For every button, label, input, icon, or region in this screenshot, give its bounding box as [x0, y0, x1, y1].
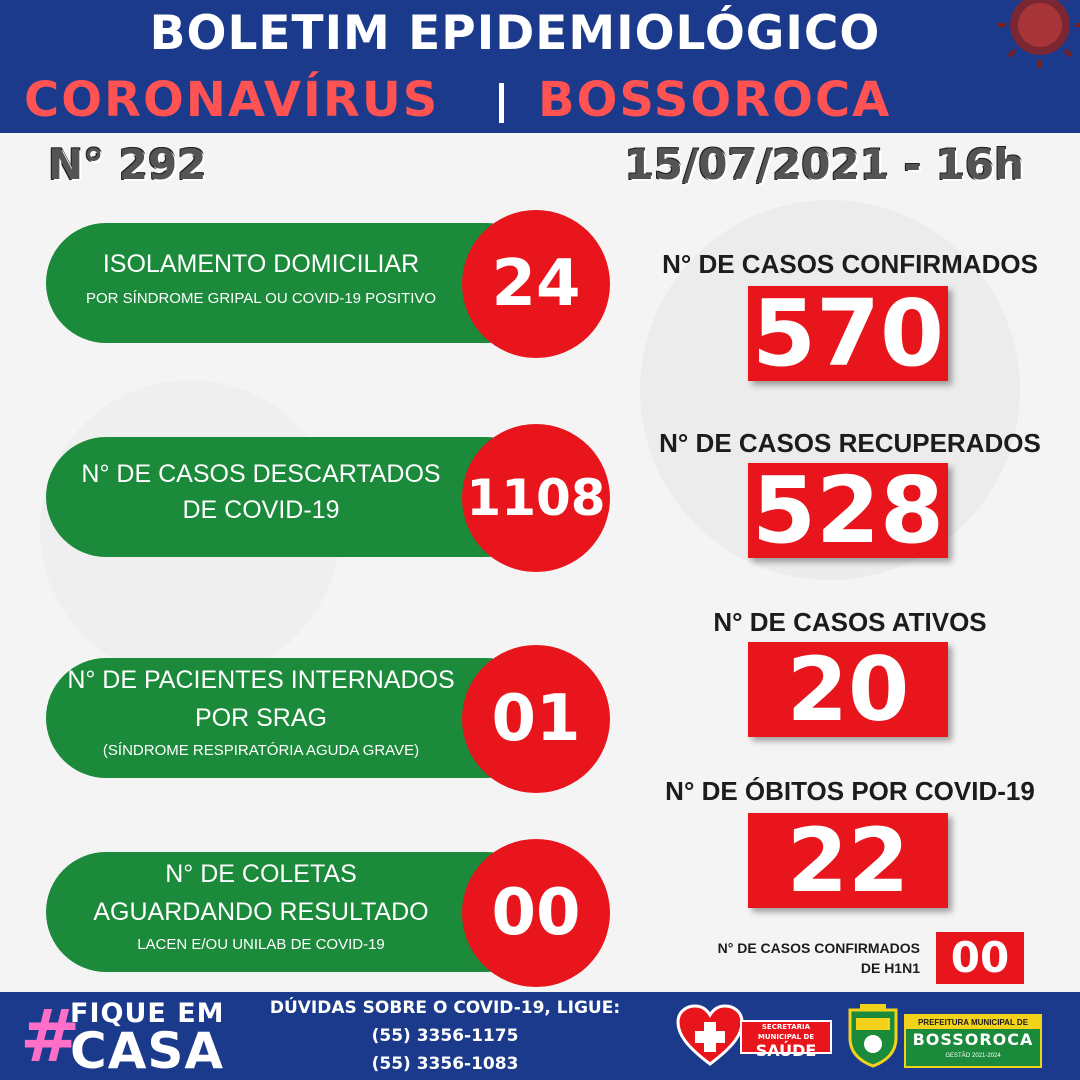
stat-pill-label: N° DE PACIENTES INTERNADOS	[67, 666, 455, 694]
stat-circle-coletas: 00	[462, 839, 610, 987]
footer-phone-1[interactable]: (55) 3356-1175	[371, 1026, 519, 1046]
saude-logo-top: SECRETARIA MUNICIPAL DE	[757, 1023, 815, 1041]
municipal-crest-icon	[846, 1004, 900, 1068]
header-subtitle-left: CORONAVÍRUS	[24, 72, 440, 128]
stat-label-ativos: N° DE CASOS ATIVOS	[713, 607, 987, 637]
stat-label-obitos: N° DE ÓBITOS POR COVID-19	[665, 776, 1035, 806]
prefeitura-logo	[904, 1014, 1042, 1068]
fique-em-text: FIQUE EM	[70, 998, 225, 1029]
bulletin-number: N° 292	[48, 140, 207, 189]
hashtag-symbol: #	[20, 994, 81, 1078]
stat-pill-sublabel: POR SÍNDROME GRIPAL OU COVID-19 POSITIVO	[85, 290, 437, 307]
virus-icon	[980, 0, 1080, 90]
stat-pill-label: ISOLAMENTO DOMICILIAR	[102, 250, 420, 278]
bulletin-datetime: 15/07/2021 - 16h	[624, 140, 1024, 189]
stat-box-recuperados: 528	[748, 463, 948, 558]
stat-pill-label: DE COVID-19	[182, 496, 340, 524]
header-separator	[499, 83, 504, 123]
stat-box-obitos: 22	[748, 813, 948, 908]
stat-pill-label: N° DE CASOS DESCARTADOS	[81, 460, 441, 488]
prefeitura-logo-sub: GESTÃO 2021-2024	[945, 1053, 1001, 1059]
h1n1-label	[660, 938, 920, 978]
h1n1-label-line: DE H1N1	[860, 960, 920, 976]
stat-circle-internados: 01	[462, 645, 610, 793]
heart-cross-icon	[676, 1004, 744, 1066]
stat-circle-descartados: 1108	[462, 424, 610, 572]
header-subtitle-right: BOSSOROCA	[538, 72, 892, 128]
page-title: BOLETIM EPIDEMIOLÓGICO	[149, 6, 881, 61]
stat-box-ativos: 20	[748, 642, 948, 737]
h1n1-label-line: N° DE CASOS CONFIRMADOS	[717, 940, 920, 956]
stat-pill-sublabel: (SÍNDROME RESPIRATÓRIA AGUDA GRAVE)	[102, 742, 420, 759]
stat-pill-sublabel: LACEN E/OU UNILAB DE COVID-19	[137, 936, 385, 953]
stat-circle-isolamento: 24	[462, 210, 610, 358]
h1n1-value-box: 00	[936, 932, 1024, 984]
casa-text: CASA	[70, 1022, 225, 1080]
header-banner	[0, 0, 1080, 133]
footer-phone-2[interactable]: (55) 3356-1083	[371, 1054, 519, 1074]
footer-question: DÚVIDAS SOBRE O COVID-19, LIGUE:	[269, 998, 621, 1018]
saude-logo-main: SAÚDE	[755, 1041, 817, 1060]
saude-logo	[740, 1020, 832, 1060]
stat-label-confirmados: N° DE CASOS CONFIRMADOS	[662, 249, 1038, 279]
stat-box-confirmados: 570	[748, 286, 948, 381]
prefeitura-logo-main: BOSSOROCA	[912, 1030, 1034, 1049]
prefeitura-logo-top: PREFEITURA MUNICIPAL DE	[906, 1016, 1040, 1029]
stat-pill-label: POR SRAG	[195, 704, 327, 732]
stat-label-recuperados: N° DE CASOS RECUPERADOS	[659, 428, 1041, 458]
stat-pill-label: N° DE COLETAS	[165, 860, 357, 888]
stat-pill-label: AGUARDANDO RESULTADO	[93, 898, 429, 926]
